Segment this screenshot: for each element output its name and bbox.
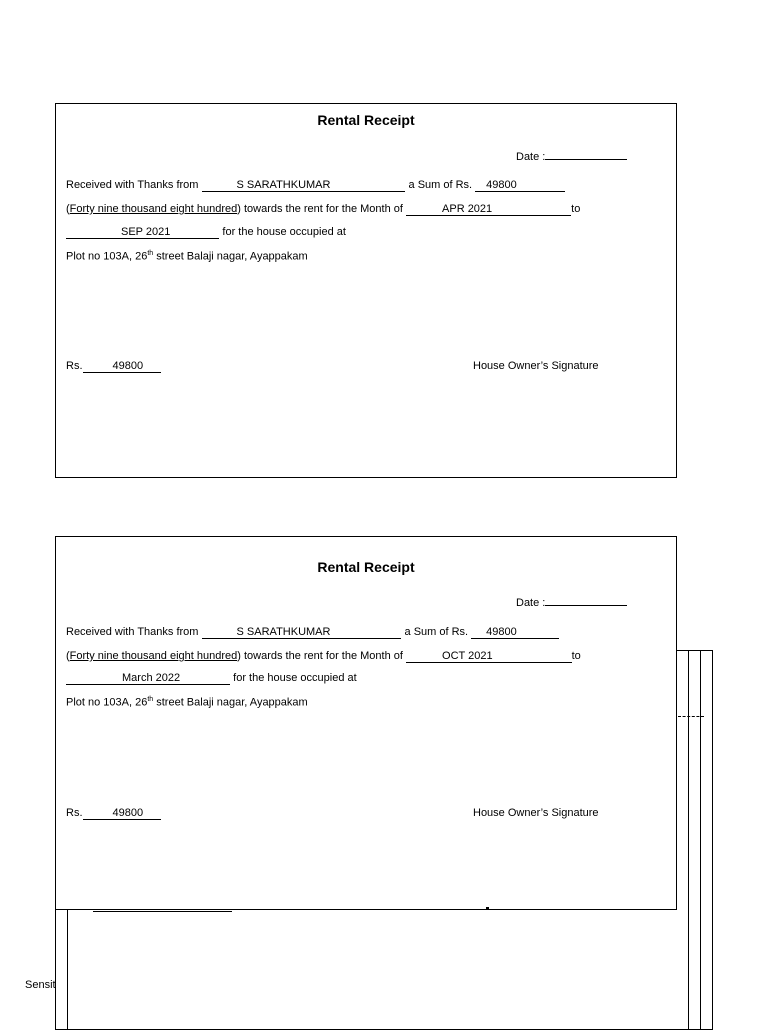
date-line — [516, 594, 627, 609]
date-line — [516, 148, 627, 163]
open-paren: ( — [66, 203, 70, 215]
to-month-line — [66, 672, 357, 685]
occupied-label: for the house occupied at — [233, 672, 357, 684]
rs-amount-field: 49800 — [83, 360, 162, 373]
received-label: Received with Thanks from — [66, 626, 199, 638]
address-sup: th — [147, 696, 154, 703]
to-month-field: March 2022 — [66, 672, 230, 685]
address-suffix: street Balaji nagar, Ayappakam — [153, 696, 308, 709]
date-label: Date : — [516, 151, 546, 163]
from-month-field: APR 2021 — [406, 203, 571, 216]
footer-text: Sensit — [25, 979, 56, 991]
received-line — [66, 626, 559, 639]
signature-label: House Owner’s Signature — [473, 360, 599, 372]
rs-label: Rs. — [66, 807, 83, 819]
address-prefix: Plot no 103A, 26 — [66, 696, 148, 709]
address-prefix: Plot no 103A, 26 — [66, 250, 148, 263]
open-paren: ( — [66, 650, 70, 662]
to-month-line — [66, 226, 346, 239]
payer-field: S SARATHKUMAR — [202, 179, 406, 192]
amount-words: Forty nine thousand eight hundred — [69, 650, 238, 662]
sheet-text-fragment — [486, 907, 489, 910]
occupied-label: for the house occupied at — [222, 226, 346, 238]
rs-line — [66, 807, 161, 820]
address-sup: th — [147, 250, 154, 257]
sheet-signature-line — [93, 911, 232, 912]
towards-label: towards the rent for the Month of — [243, 650, 403, 662]
to-label: to — [571, 650, 581, 662]
address-line — [66, 696, 308, 709]
sheet-dashed-line — [678, 716, 704, 717]
rs-label: Rs. — [66, 360, 83, 372]
receipt-title: Rental Receipt — [317, 559, 415, 575]
to-label: to — [571, 203, 581, 215]
receipt-title: Rental Receipt — [317, 112, 415, 128]
signature-label: House Owner’s Signature — [473, 807, 599, 819]
rental-receipt — [55, 536, 677, 910]
received-line — [66, 179, 565, 192]
address-line — [66, 250, 308, 263]
to-month-field: SEP 2021 — [66, 226, 219, 239]
date-label: Date : — [516, 597, 546, 609]
payer-field: S SARATHKUMAR — [202, 626, 402, 639]
amount-words: Forty nine thousand eight hundred — [69, 203, 238, 215]
rental-receipt — [55, 103, 677, 478]
sum-label: a Sum of Rs. — [408, 179, 473, 191]
towards-label: towards the rent for the Month of — [243, 203, 403, 215]
address-suffix: street Balaji nagar, Ayappakam — [153, 250, 308, 263]
date-blank — [545, 594, 627, 606]
date-blank — [545, 148, 627, 160]
close-paren: ) — [237, 650, 241, 662]
rs-line — [66, 360, 161, 373]
from-month-field: OCT 2021 — [406, 650, 572, 663]
received-label: Received with Thanks from — [66, 179, 199, 191]
sum-label: a Sum of Rs. — [404, 626, 469, 638]
rs-amount-field: 49800 — [83, 807, 162, 820]
amount-field: 49800 — [475, 179, 565, 192]
close-paren: ) — [237, 203, 241, 215]
amount-field: 49800 — [471, 626, 559, 639]
amount-words-line — [66, 650, 581, 663]
amount-words-line — [66, 203, 580, 216]
